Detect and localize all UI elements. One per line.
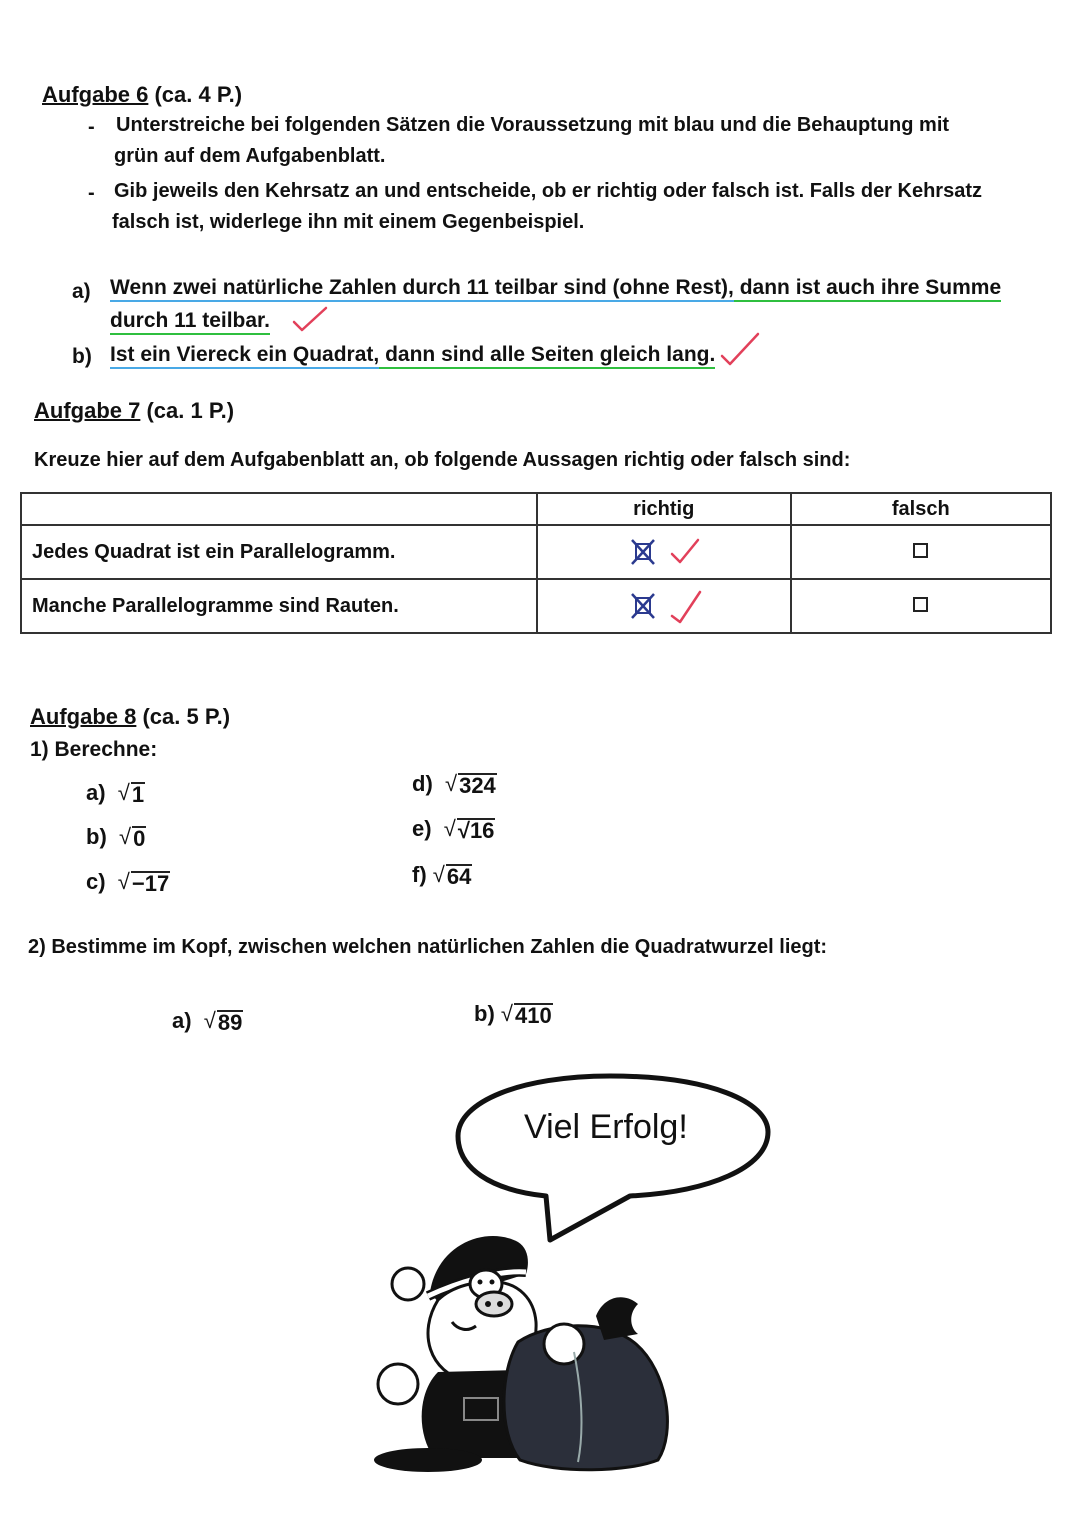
sqrt-item-2b: [474, 1001, 553, 1027]
richtig-cell[interactable]: [537, 579, 791, 633]
aufgabe7-points: (ca. 1 P.): [140, 398, 235, 423]
aufgabe7-title: Aufgabe 7: [34, 398, 141, 423]
bullet-dash: -: [88, 116, 95, 138]
item-label: c): [86, 869, 106, 894]
bullet-dash: -: [88, 182, 95, 204]
sqrt-item-f: [412, 862, 472, 888]
radicand: −17: [131, 871, 170, 896]
item-label: e): [412, 816, 432, 841]
table-header-richtig: richtig: [537, 493, 791, 525]
sqrt-expression: √ 410: [500, 1001, 552, 1028]
aufgabe7-heading: [34, 398, 234, 424]
radicand: 324: [459, 773, 496, 798]
sqrt-item-d: [412, 771, 497, 797]
statement-cell: Jedes Quadrat ist ein Parallelogramm.: [21, 525, 537, 579]
bullet-1-line2: grün auf dem Aufgabenblatt.: [114, 145, 386, 167]
sqrt-item-a: [86, 780, 145, 806]
sqrt-expression: √ 0: [119, 824, 146, 851]
sqrt-expression: √ 64: [432, 862, 472, 889]
sqrt-expression: √ −17: [117, 869, 170, 896]
item-label: d): [412, 771, 433, 796]
sqrt-expression: √ 1: [117, 780, 145, 807]
behauptung-a-part2: durch 11 teilbar.: [110, 309, 270, 335]
radicand: 89: [217, 1010, 243, 1035]
table-header-statement: [21, 493, 537, 525]
item-b-label: b): [72, 345, 92, 368]
table-header-falsch: falsch: [791, 493, 1051, 525]
voraussetzung-a: Wenn zwei natürliche Zahlen durch 11 teilbar sind (ohne Rest),: [110, 276, 734, 302]
aufgabe6-heading: [42, 82, 242, 108]
aufgabe6-title: Aufgabe 6: [42, 82, 149, 107]
bullet-1-line1: Unterstreiche bei folgenden Sätzen die Voraussetzung mit blau und die Behauptung mit: [116, 114, 950, 136]
bullet-2-line2: falsch ist, widerlege ihn mit einem Gegenbeispiel.: [112, 211, 585, 233]
sqrt-item-e: [412, 816, 495, 842]
aufgabe6-points: (ca. 4 P.): [148, 82, 243, 107]
behauptung-a-part1: dann ist auch ihre Summe: [734, 276, 1001, 302]
falsch-cell[interactable]: [791, 525, 1051, 579]
radicand: √16: [457, 818, 495, 843]
sqrt-expression: √ 89: [203, 1008, 243, 1035]
sqrt-item-b: [86, 824, 146, 850]
item-b-line: [110, 343, 715, 367]
item-label: a): [172, 1008, 192, 1033]
item-label: a): [86, 780, 106, 805]
aufgabe8-points: (ca. 5 P.): [136, 704, 231, 729]
sqrt-item-c: [86, 869, 170, 895]
sqrt-expression: √ √16: [443, 816, 495, 843]
table-header-row: [21, 493, 1051, 525]
falsch-cell[interactable]: [791, 579, 1051, 633]
checkbox-icon[interactable]: [913, 597, 928, 612]
crossed-checkbox-icon[interactable]: [614, 534, 714, 570]
item-a-label: a): [72, 280, 91, 303]
checkbox-icon[interactable]: [913, 543, 928, 558]
radicand: 64: [446, 864, 472, 889]
aufgabe8-heading: [30, 704, 230, 730]
radicand: 1: [131, 782, 145, 807]
crossed-checkbox-icon[interactable]: [614, 586, 714, 626]
aufgabe8-title: Aufgabe 8: [30, 704, 137, 729]
bubble-text: Viel Erfolg!: [524, 1108, 688, 1146]
table-row: [21, 525, 1051, 579]
sqrt-item-2a: [172, 1008, 243, 1034]
aufgabe7-instruction: Kreuze hier auf dem Aufgabenblatt an, ob folgende Aussagen richtig oder falsch sind:: [34, 449, 851, 471]
item-label: f): [412, 862, 427, 887]
bullet-2-line1: Gib jeweils den Kehrsatz an und entscheide, ob er richtig oder falsch ist. Falls der Kehrsatz: [114, 180, 982, 202]
part2-label: 2) Bestimme im Kopf, zwischen welchen natürlichen Zahlen die Quadratwurzel liegt:: [28, 936, 828, 958]
item-a-line1: [110, 276, 1001, 300]
voraussetzung-b: Ist ein Viereck ein Quadrat,: [110, 343, 379, 369]
radicand: 0: [133, 826, 146, 851]
item-a-line2: [110, 309, 270, 333]
richtig-cell[interactable]: [537, 525, 791, 579]
statements-table: [20, 492, 1052, 634]
table-row: [21, 579, 1051, 633]
correction-check-icon: [718, 330, 762, 370]
correction-check-icon: [290, 304, 330, 334]
sqrt-expression: √ 324: [445, 771, 496, 798]
item-label: b): [86, 824, 107, 849]
part1-label: 1) Berechne:: [30, 738, 158, 761]
santa-illustration-icon: [368, 1222, 678, 1472]
radicand: 410: [514, 1003, 552, 1028]
item-label: b): [474, 1001, 495, 1026]
statement-cell: Manche Parallelogramme sind Rauten.: [21, 579, 537, 633]
behauptung-b: dann sind alle Seiten gleich lang.: [379, 343, 715, 369]
